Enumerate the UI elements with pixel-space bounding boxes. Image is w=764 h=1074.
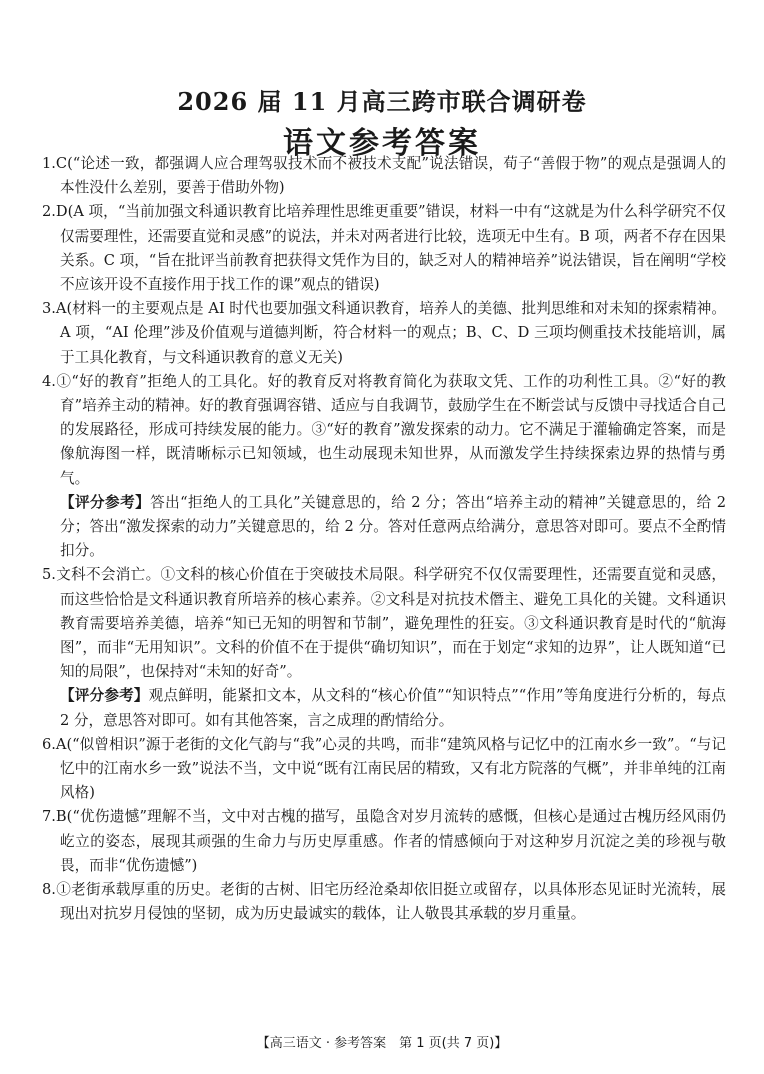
answer-item-1: 1.C(“论述一致，都强调人应合理驾驭技术而不被技术支配”说法错误，荀子“善假于物”的观点是强调人的本性没什么差别，要善于借助外物) <box>42 155 726 197</box>
scoring-note-text: 观点鲜明，能紧扣文本，从文科的“核心价值”“知识特点”“作用”等角度进行分析的，每点 2 分，意思答对即可。如有其他答案，言之成理的酌情给分。 <box>60 687 726 729</box>
scoring-note-5 <box>42 684 726 732</box>
answer-item-5: 5.文科不会消亡。①文科的核心价值在于突破技术局限。科学研究不仅仅需要理性，还需要直觉和灵感，而这些恰恰是文科通识教育所培养的核心素养。②文科是对抗技术僭主、避免工具化的关键。文科通识教育需要培养美德，培养“知已无知的明智和节制”，避免理性的狂妄。③文科通识教育是时代的“航海图”，而非“无用知识”。文科的价值不在于提供“确切知识”，而在于划定“求知的边界”，让人既知道“已知的局限”，也保持对“未知的好奇”。 <box>42 566 726 681</box>
answer-item-7: 7.B(“优伤遗憾”理解不当，文中对古槐的描写，虽隐含对岁月流转的感慨，但核心是通过古槐历经风雨仍屹立的姿态，展现其顽强的生命力与历史厚重感。作者的情感倾向于对这种岁月沉淀之美的珍视与敬畏，而非“优伤遗憾”) <box>42 808 726 874</box>
answer-item-6: 6.A(“似曾相识”源于老街的文化气韵与“我”心灵的共鸣，而非“建筑风格与记忆中的江南水乡一致”。“与记忆中的江南水乡一致”说法不当，文中说“既有江南民居的精致，又有北方院落的气概”，并非单纯的江南风格) <box>42 735 726 802</box>
document-subtitle: 语文参考答案 <box>283 126 481 161</box>
answer-item-3: 3.A(材料一的主要观点是 AI 时代也要加强文科通识教育，培养人的美德、批判思维和对未知的探索精神。A 项，“AI 伦理”涉及价值观与道德判断，符合材料一的观点；B、C、D 三项均侧重技术技能培训，属于工具化教育，与文科通识教育的意义无关) <box>42 300 726 366</box>
scoring-note-label: 【评分参考】 <box>60 493 151 511</box>
scoring-note-4 <box>42 491 726 564</box>
answer-item-8: 8.①老街承载厚重的历史。老街的古树、旧宅历经沧桑却依旧挺立或留存，以具体形态见证时光流转，展现出对抗岁月侵蚀的坚韧，成为历史最诚实的载体，让人敬畏其承载的岁月重量。 <box>42 881 726 923</box>
answer-item-4: 4.①“好的教育”拒绝人的工具化。好的教育反对将教育简化为获取文凭、工作的功利性工具。②“好的教育”培养主动的精神。好的教育强调容错、适应与自我调节，鼓励学生在不断尝试与反馈中寻找适合自己的发展路径，形成可持续发展的能力。③“好的教育”激发探索的动力。它不满足于灌输确定答案，而是像航海图一样，既清晰标示已知领域，也生动展现未知世界，从而激发学生持续探索边界的热情与勇气。 <box>42 372 726 487</box>
page-footer: 【高三语文 · 参考答案 第 1 页(共 7 页)】 <box>256 1036 508 1051</box>
scoring-note-label: 【评分参考】 <box>60 687 149 705</box>
exam-title: 2026 届 11 月高三跨市联合调研卷 <box>177 87 587 116</box>
scoring-note-text: 答出“拒绝人的工具化”关键意思的，给 2 分；答出“培养主动的精神”关键意思的，给 2 分；答出“激发探索的动力”关键意思的，给 2 分。答对任意两点给满分，意思答对即可。要点不全酌情扣分。 <box>60 493 726 560</box>
answer-list <box>42 152 726 927</box>
answer-item-2: 2.D(A 项，“当前加强文科通识教育比培养理性思维更重要”错误，材料一中有“这就是为什么科学研究不仅仅需要理性，还需要直觉和灵感”的说法，并未对两者进行比较，选项无中生有。B 项，两者不存在因果关系。C 项，“旨在批评当前教育把获得文凭作为目的，缺乏对人的精神培养”说法错误，旨在阐明“学校不应该开设不直接作用于找工作的课”观点的错误) <box>42 203 726 294</box>
